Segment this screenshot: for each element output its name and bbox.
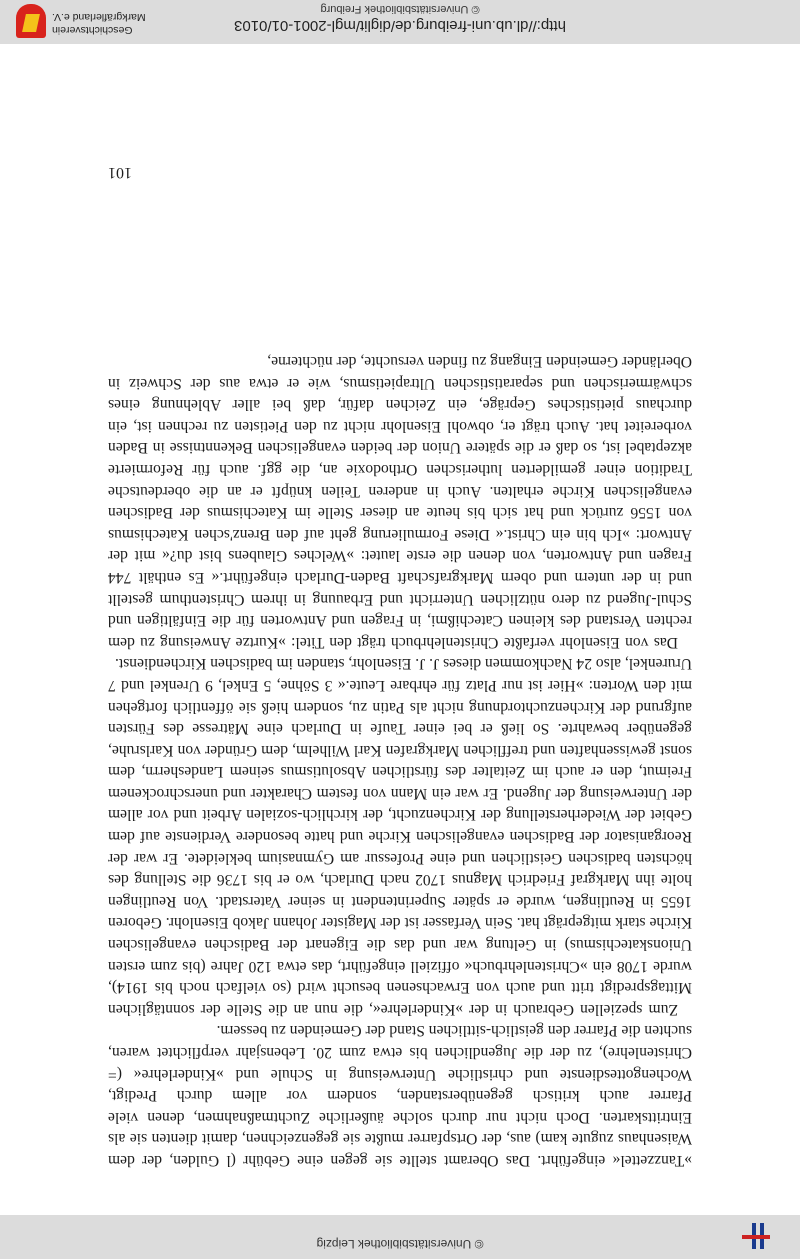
coat-of-arms-icon [16,4,46,38]
society-name-line1: Geschichtsverein [52,24,133,36]
society-name-line2: Markgräflerland e.V. [52,11,146,23]
paragraph-1: »Tanzzettel« eingeführt. Das Oberamt stellte sie gegen eine Gebühr (l Gulden, der dem Waisenhaus zugute kam) aus, der Ortspfarrer mußte sie gegenzeichnen, damit dienten sie als Eintrittskarten. Doch nicht nur durch solche äußerliche Zuchtmaßnahmen, denen viele Pfarrer auch kritisch gegenüberstanden, sondern vor allem durch Predigt, Wochengottesdienste und christliche Unterweisung in Schule und »Kinderlehre« (= Christenlehre), zu der die Jugendlichen bis etwa zum 20. Lebensjahr verpflichtet waren, suchten die Pfarrer den geistlich-sittlichen Stand der Gemeinden zu bessern. [108,1022,692,1169]
footer-strip [0,0,800,44]
body-text [108,350,692,1171]
paragraph-3: Das von Eisenlohr verfaßte Christenlehrbuch trägt den Titel: »Kurtze Anweisung zu dem rechten Verstand des kleinen Catechißmi, in Fragen und Antworten für die Einfältigen und Schul-Jugend zu dero nützlichen Unterricht und Erbauung in ihrem Christenthum gestellt und in der untern und obern Markgrafschaft Baden-Durlach eingeführt.« Es enthält 744 Fragen und Antworten, von denen die erste lautet: »Welches Glaubens bist du?« mit der Antwort: »Ich bin ein Christ.« Diese Formulierung geht auf den Brenz'schen Katechismus von 1556 zurück und hat sich bis heute an dieser Stelle im Katechismus der Badischen evangelischen Kirche erhalten. Auch in anderen Teilen knüpft er an die oberdeutsche Tradition einer gemilderten lutherischen Orthodoxie an, die ggf. auch für Reformierte akzeptabel ist, so daß er die spätere Union der beiden evangelischen Bekenntnisse in Baden vorbereitet hat. Auch trägt er, obwohl Eisenlohr nicht zu den Pietisten zu rechnen ist, ein durchaus pietistisches Gepräge, ein Zeichen dafür, daß bei aller Ablehnung eines schwärmerischen und separatistischen Ultrapietismus, wie er etwa aus der Schweiz in Oberländer Gemeinden Eingang zu finden versuchte, der nüchterne, [108,353,692,651]
page-number: 101 [108,164,132,181]
society-logo [16,4,156,38]
freiburg-credit: © Universitätsbibliothek Freiburg [320,3,480,15]
library-credit: © Universitätsbibliothek Leipzig [316,1237,484,1251]
permalink-url[interactable]: http://dl.ub.uni-freiburg.de/diglit/mgl-2001-01/0103 [234,17,566,34]
header-strip [0,1215,800,1259]
paragraph-2: Zum speziellen Gebrauch in der »Kinderlehre«, die nun an die Stelle der sonntäglichen Mittagspredigt tritt und auch von Erwachsenen besucht wird (so vielfach noch bis 1914), wurde 1708 ein »Christenlehrbuch« offiziell eingeführt, das etwa 120 Jahre (bis zum ersten Unionskatechismus) in Geltung war und das die Eigenart der Badischen evangelischen Kirche stark mitgeprägt hat. Sein Verfasser ist der Magister Johann Jakob Eisenlohr. Geboren 1655 in Reutlingen, wurde er später Superintendent in seiner Vaterstadt. Von Reutlingen holte ihn Markgraf Friedrich Magnus 1702 nach Durlach, wo er bis 1736 die Stellung des höchsten badischen Geistlichen und eine Professur am Gymnasium bekleidete. Er war der Reorganisator der Badischen evangelischen Kirche und hatte besondere Verdienste auf dem Gebiet der Wiederherstellung der Kirchenzucht, der kirchlich-sozialen Arbeit und vor allem der Unterweisung der Jugend. Er war ein Mann von festem Charakter und unerschrockenem Freimut, den er auch im Zeitalter des fürstlichen Absolutismus seinem Landesherrn, dem sonst gewissenhaften und trefflichen Markgrafen Karl Wilhelm, dem Gründer von Karlsruhe, gegenüber bewahrte. So ließ er bei einer Taufe in Durlach eine Mätresse des Fürsten aufgrund der Kirchenzuchtordnung nicht als Patin zu, sondern hieß sie öffentlich fortgehen mit den Worten: »Hier ist nur Platz für ehrbare Leute.« 3 Söhne, 5 Enkel, 9 Urenkel und 7 Ururenkel, also 24 Nachkommen dieses J. J. Eisenlohr, standen im badischen Kirchendienst. [108,655,692,1018]
society-name [52,10,146,36]
